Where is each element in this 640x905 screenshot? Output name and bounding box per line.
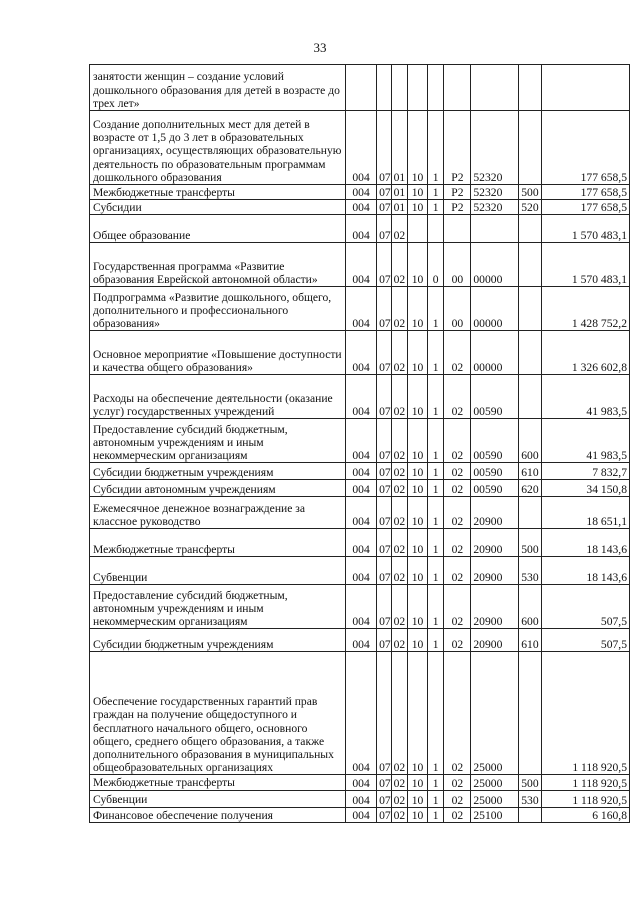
cell-name: Подпрограмма «Развитие дошкольного, общего, дополнительного и профессионального образования» xyxy=(90,287,346,331)
cell-subsection: 02 xyxy=(391,463,408,480)
cell-name: Создание дополнительных мест для детей в возрасте от 1,5 до 3 лет в образовательных организациях, осуществляющих образовательную деятельность по образовательным программам дошкольного образования xyxy=(90,111,346,185)
cell-expense-type xyxy=(519,111,542,185)
cell-expense-type: 500 xyxy=(519,775,542,790)
cell-program: 10 xyxy=(408,375,428,419)
cell-subsection: 02 xyxy=(391,243,408,287)
cell-direction xyxy=(444,215,471,243)
cell-section: 07 xyxy=(377,497,392,529)
cell-sum: 1 428 752,2 xyxy=(541,287,629,331)
cell-name: Субвенции xyxy=(90,790,346,807)
cell-subsection: 02 xyxy=(391,331,408,375)
cell-direction: 02 xyxy=(444,629,471,652)
cell-ministry: 004 xyxy=(346,480,377,497)
cell-subsection: 01 xyxy=(391,185,408,200)
cell-name: Ежемесячное денежное вознаграждение за классное руководство xyxy=(90,497,346,529)
cell-item: 20900 xyxy=(471,585,519,629)
cell-direction: 02 xyxy=(444,775,471,790)
table-row xyxy=(90,331,630,375)
cell-direction: 02 xyxy=(444,557,471,585)
cell-ministry: 004 xyxy=(346,529,377,557)
cell-item: 00590 xyxy=(471,419,519,463)
cell-expense-type xyxy=(519,65,542,111)
table-row xyxy=(90,529,630,557)
cell-program: 10 xyxy=(408,790,428,807)
table-row xyxy=(90,287,630,331)
cell-subprogram: 1 xyxy=(427,111,444,185)
cell-ministry: 004 xyxy=(346,557,377,585)
cell-subprogram: 1 xyxy=(427,287,444,331)
cell-program: 10 xyxy=(408,629,428,652)
cell-sum xyxy=(541,65,629,111)
cell-item: 00000 xyxy=(471,331,519,375)
cell-name: Обеспечение государственных гарантий прав граждан на получение общедоступного и бесплатного начального общего, основного общего, среднего общего образования, а также дополнительного образования в муниципальных общеобразовательных организациях xyxy=(90,652,346,775)
cell-expense-type xyxy=(519,807,542,822)
cell-sum: 34 150,8 xyxy=(541,480,629,497)
cell-item: 20900 xyxy=(471,529,519,557)
cell-expense-type: 500 xyxy=(519,185,542,200)
cell-expense-type: 600 xyxy=(519,419,542,463)
table-row xyxy=(90,65,630,111)
cell-name: Субсидии xyxy=(90,200,346,215)
cell-program: 10 xyxy=(408,463,428,480)
cell-section: 07 xyxy=(377,775,392,790)
cell-item: 52320 xyxy=(471,200,519,215)
cell-subprogram xyxy=(427,215,444,243)
cell-sum: 507,5 xyxy=(541,629,629,652)
cell-subprogram: 1 xyxy=(427,585,444,629)
cell-ministry xyxy=(346,65,377,111)
table-row xyxy=(90,497,630,529)
cell-sum: 1 570 483,1 xyxy=(541,215,629,243)
cell-item: 00590 xyxy=(471,480,519,497)
cell-name: Субсидии бюджетным учреждениям xyxy=(90,463,346,480)
cell-item: 52320 xyxy=(471,185,519,200)
cell-item: 20900 xyxy=(471,557,519,585)
cell-expense-type xyxy=(519,287,542,331)
cell-section: 07 xyxy=(377,375,392,419)
cell-program: 10 xyxy=(408,200,428,215)
cell-subprogram: 1 xyxy=(427,375,444,419)
cell-sum: 507,5 xyxy=(541,585,629,629)
cell-program xyxy=(408,215,428,243)
table-row xyxy=(90,557,630,585)
cell-direction: 00 xyxy=(444,287,471,331)
cell-sum: 18 143,6 xyxy=(541,529,629,557)
cell-ministry: 004 xyxy=(346,331,377,375)
cell-section: 07 xyxy=(377,652,392,775)
cell-expense-type xyxy=(519,375,542,419)
cell-expense-type: 600 xyxy=(519,585,542,629)
cell-sum: 1 118 920,5 xyxy=(541,652,629,775)
cell-subprogram: 1 xyxy=(427,790,444,807)
cell-program: 10 xyxy=(408,419,428,463)
cell-name: Межбюджетные трансферты xyxy=(90,775,346,790)
cell-ministry: 004 xyxy=(346,652,377,775)
cell-sum: 177 658,5 xyxy=(541,111,629,185)
cell-section: 07 xyxy=(377,287,392,331)
cell-subprogram: 1 xyxy=(427,629,444,652)
cell-program: 10 xyxy=(408,775,428,790)
cell-item: 20900 xyxy=(471,629,519,652)
cell-expense-type: 500 xyxy=(519,529,542,557)
table-row xyxy=(90,243,630,287)
cell-sum: 1 326 602,8 xyxy=(541,331,629,375)
cell-section: 07 xyxy=(377,419,392,463)
cell-ministry: 004 xyxy=(346,463,377,480)
cell-program xyxy=(408,65,428,111)
cell-subsection: 02 xyxy=(391,585,408,629)
cell-ministry: 004 xyxy=(346,775,377,790)
cell-section: 07 xyxy=(377,629,392,652)
cell-item xyxy=(471,215,519,243)
cell-subprogram: 1 xyxy=(427,529,444,557)
cell-program: 10 xyxy=(408,287,428,331)
cell-ministry: 004 xyxy=(346,243,377,287)
cell-ministry: 004 xyxy=(346,807,377,822)
cell-item: 00590 xyxy=(471,463,519,480)
cell-subprogram: 1 xyxy=(427,557,444,585)
cell-sum: 1 118 920,5 xyxy=(541,790,629,807)
cell-expense-type xyxy=(519,215,542,243)
cell-subsection: 02 xyxy=(391,529,408,557)
cell-name: Общее образование xyxy=(90,215,346,243)
cell-direction: 02 xyxy=(444,331,471,375)
cell-sum: 177 658,5 xyxy=(541,185,629,200)
cell-name: Государственная программа «Развитие образования Еврейской автономной области» xyxy=(90,243,346,287)
cell-name: Межбюджетные трансферты xyxy=(90,185,346,200)
cell-item: 25000 xyxy=(471,775,519,790)
cell-section: 07 xyxy=(377,557,392,585)
cell-subprogram: 1 xyxy=(427,775,444,790)
cell-subprogram: 1 xyxy=(427,807,444,822)
cell-name: Основное мероприятие «Повышение доступности и качества общего образования» xyxy=(90,331,346,375)
table-row xyxy=(90,629,630,652)
cell-program: 10 xyxy=(408,480,428,497)
cell-subsection: 02 xyxy=(391,652,408,775)
cell-item: 20900 xyxy=(471,497,519,529)
cell-expense-type: 620 xyxy=(519,480,542,497)
cell-section xyxy=(377,65,392,111)
cell-expense-type xyxy=(519,331,542,375)
table-row xyxy=(90,215,630,243)
cell-section: 07 xyxy=(377,463,392,480)
cell-ministry: 004 xyxy=(346,790,377,807)
cell-section: 07 xyxy=(377,200,392,215)
cell-direction: 02 xyxy=(444,463,471,480)
cell-item xyxy=(471,65,519,111)
cell-sum: 177 658,5 xyxy=(541,200,629,215)
cell-program: 10 xyxy=(408,652,428,775)
cell-subprogram: 1 xyxy=(427,480,444,497)
cell-ministry: 004 xyxy=(346,585,377,629)
cell-name: Предоставление субсидий бюджетным, автономным учреждениям и иным некоммерческим организациям xyxy=(90,585,346,629)
cell-subsection: 02 xyxy=(391,497,408,529)
cell-direction: P2 xyxy=(444,200,471,215)
cell-ministry: 004 xyxy=(346,375,377,419)
cell-subsection: 02 xyxy=(391,419,408,463)
cell-subsection: 02 xyxy=(391,287,408,331)
table-row xyxy=(90,200,630,215)
cell-subprogram: 0 xyxy=(427,243,444,287)
cell-direction: 02 xyxy=(444,585,471,629)
cell-program: 10 xyxy=(408,331,428,375)
cell-item: 52320 xyxy=(471,111,519,185)
cell-subsection: 02 xyxy=(391,775,408,790)
cell-ministry: 004 xyxy=(346,629,377,652)
cell-section: 07 xyxy=(377,215,392,243)
cell-program: 10 xyxy=(408,529,428,557)
cell-name: занятости женщин – создание условий дошкольного образования для детей в возрасте до трех лет» xyxy=(90,65,346,111)
cell-ministry: 004 xyxy=(346,215,377,243)
cell-section: 07 xyxy=(377,480,392,497)
page-number: 33 xyxy=(313,40,327,55)
cell-section: 07 xyxy=(377,243,392,287)
cell-item: 00590 xyxy=(471,375,519,419)
cell-subprogram: 1 xyxy=(427,185,444,200)
cell-direction: 02 xyxy=(444,529,471,557)
cell-direction: 02 xyxy=(444,419,471,463)
table-row xyxy=(90,480,630,497)
cell-item: 25000 xyxy=(471,790,519,807)
cell-item: 00000 xyxy=(471,287,519,331)
cell-program: 10 xyxy=(408,243,428,287)
cell-ministry: 004 xyxy=(346,497,377,529)
cell-expense-type xyxy=(519,497,542,529)
cell-name: Субсидии автономным учреждениям xyxy=(90,480,346,497)
cell-subsection: 02 xyxy=(391,557,408,585)
cell-subsection: 01 xyxy=(391,200,408,215)
cell-item: 25100 xyxy=(471,807,519,822)
cell-program: 10 xyxy=(408,111,428,185)
cell-name: Финансовое обеспечение получения xyxy=(90,807,346,822)
cell-name: Расходы на обеспечение деятельности (оказание услуг) государственных учреждений xyxy=(90,375,346,419)
cell-section: 07 xyxy=(377,585,392,629)
cell-direction: P2 xyxy=(444,111,471,185)
table-body xyxy=(90,65,630,823)
cell-subsection: 02 xyxy=(391,629,408,652)
cell-sum: 18 143,6 xyxy=(541,557,629,585)
cell-direction: 02 xyxy=(444,807,471,822)
cell-subprogram: 1 xyxy=(427,497,444,529)
cell-expense-type xyxy=(519,243,542,287)
table-row xyxy=(90,807,630,822)
cell-sum: 1 118 920,5 xyxy=(541,775,629,790)
cell-expense-type: 530 xyxy=(519,790,542,807)
cell-subsection: 02 xyxy=(391,807,408,822)
cell-expense-type: 530 xyxy=(519,557,542,585)
cell-sum: 18 651,1 xyxy=(541,497,629,529)
budget-table xyxy=(89,64,630,823)
cell-subsection: 01 xyxy=(391,111,408,185)
table-row xyxy=(90,111,630,185)
table-row xyxy=(90,585,630,629)
cell-section: 07 xyxy=(377,111,392,185)
cell-direction: 02 xyxy=(444,497,471,529)
cell-section: 07 xyxy=(377,331,392,375)
cell-direction: 02 xyxy=(444,790,471,807)
cell-subprogram: 1 xyxy=(427,652,444,775)
cell-expense-type: 520 xyxy=(519,200,542,215)
cell-sum: 7 832,7 xyxy=(541,463,629,480)
cell-direction: 02 xyxy=(444,480,471,497)
cell-ministry: 004 xyxy=(346,287,377,331)
cell-program: 10 xyxy=(408,557,428,585)
cell-section: 07 xyxy=(377,185,392,200)
cell-sum: 1 570 483,1 xyxy=(541,243,629,287)
cell-subprogram: 1 xyxy=(427,200,444,215)
table-row xyxy=(90,652,630,775)
cell-ministry: 004 xyxy=(346,200,377,215)
cell-name: Межбюджетные трансферты xyxy=(90,529,346,557)
table-row xyxy=(90,775,630,790)
cell-section: 07 xyxy=(377,529,392,557)
cell-subsection: 02 xyxy=(391,480,408,497)
cell-subprogram: 1 xyxy=(427,419,444,463)
cell-sum: 6 160,8 xyxy=(541,807,629,822)
cell-direction: P2 xyxy=(444,185,471,200)
cell-expense-type xyxy=(519,652,542,775)
cell-direction: 02 xyxy=(444,375,471,419)
cell-section: 07 xyxy=(377,790,392,807)
cell-subsection xyxy=(391,65,408,111)
cell-expense-type: 610 xyxy=(519,463,542,480)
table-row xyxy=(90,375,630,419)
cell-subprogram: 1 xyxy=(427,463,444,480)
cell-subsection: 02 xyxy=(391,215,408,243)
cell-program: 10 xyxy=(408,497,428,529)
cell-expense-type: 610 xyxy=(519,629,542,652)
cell-item: 00000 xyxy=(471,243,519,287)
cell-item: 25000 xyxy=(471,652,519,775)
cell-program: 10 xyxy=(408,807,428,822)
table-row xyxy=(90,463,630,480)
table-row xyxy=(90,419,630,463)
cell-name: Субвенции xyxy=(90,557,346,585)
table-row xyxy=(90,185,630,200)
table-row xyxy=(90,790,630,807)
cell-sum: 41 983,5 xyxy=(541,419,629,463)
cell-sum: 41 983,5 xyxy=(541,375,629,419)
cell-direction: 00 xyxy=(444,243,471,287)
cell-subprogram: 1 xyxy=(427,331,444,375)
cell-program: 10 xyxy=(408,585,428,629)
cell-direction xyxy=(444,65,471,111)
cell-ministry: 004 xyxy=(346,111,377,185)
cell-program: 10 xyxy=(408,185,428,200)
cell-section: 07 xyxy=(377,807,392,822)
cell-ministry: 004 xyxy=(346,419,377,463)
cell-ministry: 004 xyxy=(346,185,377,200)
cell-subsection: 02 xyxy=(391,790,408,807)
cell-name: Предоставление субсидий бюджетным, автономным учреждениям и иным некоммерческим организациям xyxy=(90,419,346,463)
cell-subprogram xyxy=(427,65,444,111)
cell-name: Субсидии бюджетным учреждениям xyxy=(90,629,346,652)
cell-direction: 02 xyxy=(444,652,471,775)
cell-subsection: 02 xyxy=(391,375,408,419)
